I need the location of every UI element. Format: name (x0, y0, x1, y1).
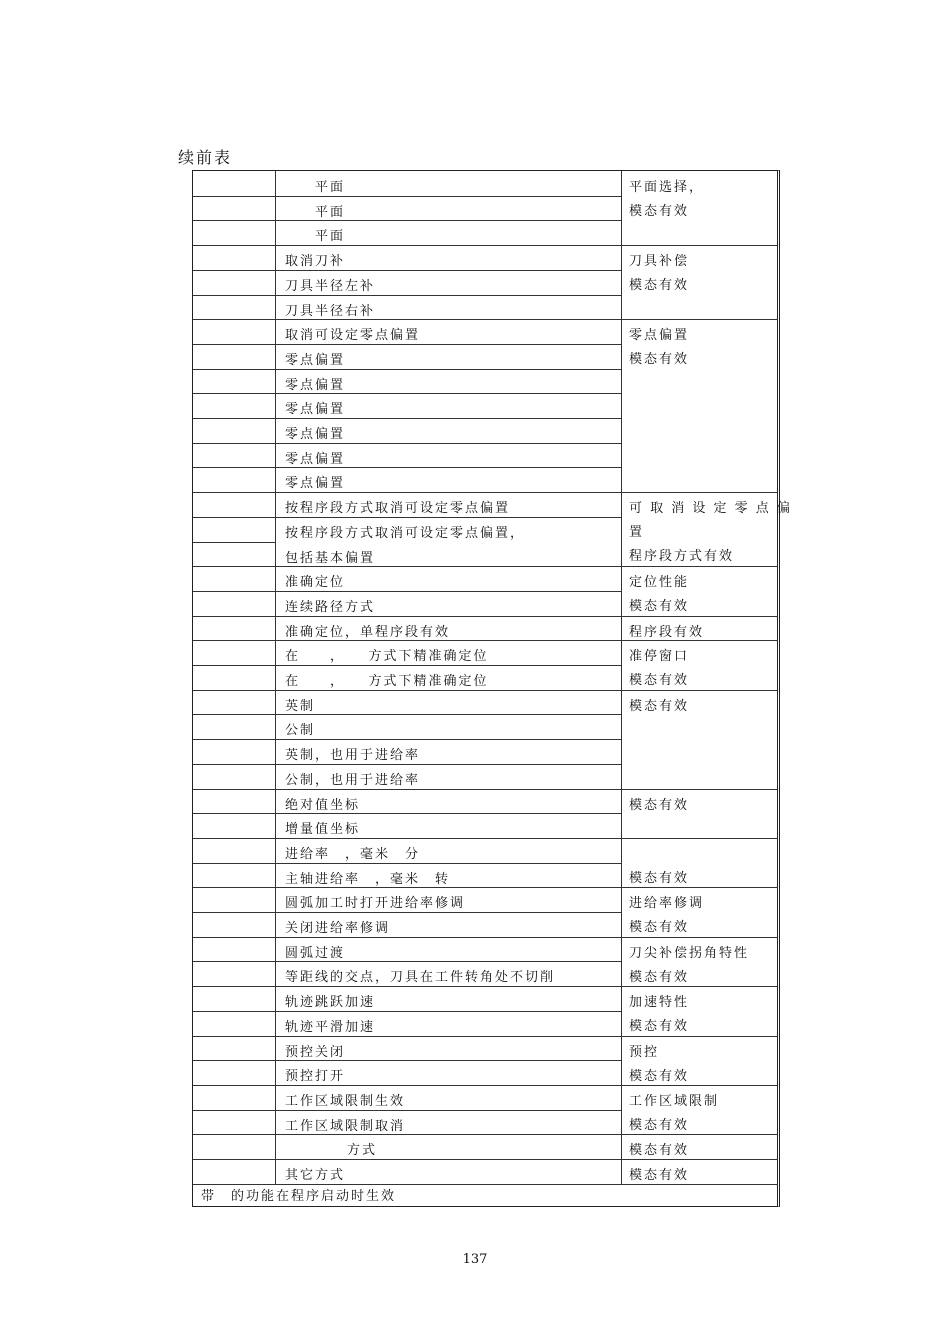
row-description: 绝对值坐标 (285, 797, 361, 813)
row-remark: 模态有效 (629, 1143, 690, 1159)
row-description: 增量值坐标 (285, 822, 361, 838)
row-remark: 模态有效 (629, 920, 690, 936)
row-divider (193, 1110, 621, 1111)
row-remark: 预控 (629, 1044, 660, 1060)
row-divider (193, 1060, 621, 1061)
row-remark: 模态有效 (629, 698, 690, 714)
table-caption: 续前表 (178, 148, 233, 167)
row-description: 连续路径方式 (285, 599, 376, 615)
row-divider (193, 1134, 621, 1135)
col-divider (621, 171, 622, 1184)
row-remark: 刀尖补偿拐角特性 (629, 945, 750, 961)
row-divider (193, 270, 621, 271)
row-description: 按程序段方式取消可设定零点偏置， (285, 525, 526, 541)
row-description: 圆弧过渡 (285, 945, 346, 961)
row-remark: 模态有效 (629, 1168, 690, 1183)
row-divider (193, 714, 621, 715)
gcode-table (192, 170, 792, 1207)
row-divider (193, 789, 621, 790)
row-remark: 模态有效 (629, 1019, 690, 1035)
row-description: 其它方式 (285, 1168, 346, 1183)
row-description: 准确定位，单程序段有效 (285, 624, 451, 640)
table-footnote: 带 的功能在程序启动时生效 (201, 1188, 397, 1204)
row-divider (193, 1085, 621, 1086)
row-divider (193, 887, 621, 888)
group-divider (621, 838, 778, 839)
row-divider (193, 467, 621, 468)
row-divider (193, 838, 621, 839)
row-description: 公制，也用于进给率 (285, 772, 421, 788)
row-divider (193, 418, 621, 419)
row-description: 工作区域限制生效 (285, 1093, 406, 1109)
row-divider (193, 393, 621, 394)
row-description: 刀具半径右补 (285, 303, 376, 319)
row-divider (193, 319, 621, 320)
row-divider (193, 1036, 621, 1037)
row-remark: 模态有效 (629, 870, 690, 886)
row-description: 预控打开 (285, 1069, 346, 1085)
row-divider (193, 517, 621, 518)
row-divider (193, 764, 621, 765)
row-remark: 平面选择， (629, 180, 705, 195)
group-divider (621, 566, 778, 567)
row-description: 方式 (347, 1143, 378, 1159)
row-description: 圆弧加工时打开进给率修调 (285, 896, 466, 912)
row-description: 平面 (315, 180, 346, 195)
row-description: 准确定位 (285, 575, 346, 591)
row-description: 工作区域限制取消 (285, 1118, 406, 1134)
row-remark: 程序段有效 (629, 624, 705, 640)
row-divider (193, 1011, 621, 1012)
row-remark: 工作区域限制 (629, 1093, 720, 1109)
row-remark: 模态有效 (629, 673, 690, 689)
row-divider (193, 1159, 621, 1160)
row-divider (193, 220, 621, 221)
row-divider (193, 369, 621, 370)
row-remark: 定位性能 (629, 575, 690, 591)
row-description: 英制 (285, 698, 316, 714)
row-description: 等距线的交点，刀具在工件转角处不切削 (285, 970, 556, 986)
row-divider (193, 813, 621, 814)
row-divider (193, 492, 621, 493)
row-remark: 置 (629, 525, 645, 541)
group-divider (621, 1159, 778, 1160)
row-remark: 模态有效 (629, 1068, 690, 1084)
row-description: 零点偏置 (285, 402, 346, 418)
row-divider (193, 986, 621, 987)
row-description: 取消刀补 (285, 254, 346, 270)
group-divider (621, 319, 778, 320)
row-divider (193, 566, 621, 567)
row-remark: 刀具补偿 (629, 254, 690, 270)
row-description: 主轴进给率 ，毫米 转 (285, 871, 451, 887)
row-remark: 模态有效 (629, 352, 690, 368)
row-divider (193, 665, 621, 666)
row-remark: 加速特性 (629, 995, 690, 1011)
row-divider (193, 690, 621, 691)
row-divider (193, 542, 275, 543)
row-divider (193, 443, 621, 444)
row-description: 平面 (315, 204, 346, 220)
group-divider (621, 1134, 778, 1135)
row-description: 轨迹跳跃加速 (285, 995, 376, 1011)
row-description: 轨迹平滑加速 (285, 1019, 376, 1035)
group-divider (621, 1036, 778, 1037)
group-divider (621, 1085, 778, 1086)
col-divider (275, 171, 276, 1184)
row-description: 零点偏置 (285, 352, 346, 368)
row-description: 零点偏置 (285, 377, 346, 393)
row-divider (193, 863, 621, 864)
row-description: 在 ， 方式下精准确定位 (285, 674, 489, 689)
row-description: 进给率 ，毫米 分 (285, 846, 421, 862)
row-description: 预控关闭 (285, 1044, 346, 1060)
row-description: 零点偏置 (285, 476, 346, 492)
row-description: 英制，也用于进给率 (285, 748, 421, 764)
row-divider (193, 961, 621, 962)
page-number: 137 (462, 1252, 488, 1267)
group-divider (621, 887, 778, 888)
row-description: 零点偏置 (285, 427, 346, 442)
row-remark: 可 取 消 设 定 零 点 偏 (629, 501, 792, 517)
group-divider (621, 492, 778, 493)
row-divider (193, 616, 621, 617)
group-divider (621, 616, 778, 617)
row-description: 关闭进给率修调 (285, 921, 391, 936)
row-description: 取消可设定零点偏置 (285, 328, 421, 344)
row-description: 包括基本偏置 (285, 550, 376, 566)
group-divider (621, 245, 778, 246)
row-remark: 模态有效 (629, 599, 690, 615)
row-divider (193, 1184, 778, 1185)
row-remark: 模态有效 (629, 204, 690, 219)
row-remark: 准停窗口 (629, 649, 690, 665)
row-divider (193, 344, 621, 345)
group-divider (621, 789, 778, 790)
row-remark: 模态有效 (629, 969, 690, 985)
row-divider (193, 245, 621, 246)
row-remark: 零点偏置 (629, 328, 690, 344)
row-divider (193, 640, 621, 641)
group-divider (621, 640, 778, 641)
row-divider (193, 196, 621, 197)
row-description: 公制 (285, 723, 316, 739)
row-remark: 模态有效 (629, 1117, 690, 1133)
row-divider (193, 912, 621, 913)
row-description: 按程序段方式取消可设定零点偏置 (285, 501, 511, 517)
row-description: 零点偏置 (285, 451, 346, 467)
row-divider (193, 937, 621, 938)
row-description: 刀具半径左补 (285, 278, 376, 294)
group-divider (621, 986, 778, 987)
row-description: 平面 (315, 229, 346, 245)
row-remark: 模态有效 (629, 278, 690, 294)
row-description: 在 ， 方式下精准确定位 (285, 649, 489, 665)
row-remark: 模态有效 (629, 797, 690, 813)
row-divider (193, 739, 621, 740)
group-divider (621, 937, 778, 938)
row-divider (193, 591, 621, 592)
row-remark: 进给率修调 (629, 896, 705, 912)
group-divider (621, 690, 778, 691)
row-remark: 程序段方式有效 (629, 549, 735, 565)
row-divider (193, 295, 621, 296)
